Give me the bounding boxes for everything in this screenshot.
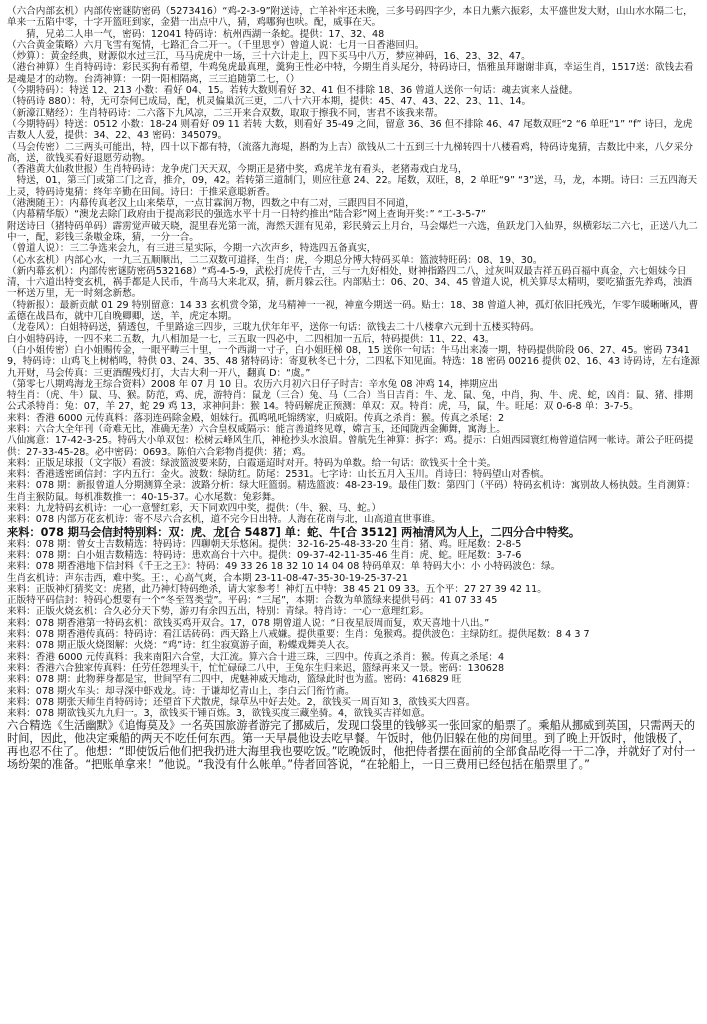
paragraph: 来料：正版足球报（文字版）看波：绿波篮波要来防，白霞遥迢时对开。特码为单数。给一句话：欲钱买十全十美。 <box>7 457 497 469</box>
paragraph: 生肖玄机诗：声东击西，难中奖。王：，心高气爽，合本期 23-11-08-47-35-30-19-25-37-21 <box>7 572 408 584</box>
paragraph: （今期特码）特送：0512 小数：18-24 则看好 09 11 若转 大数，则看好 35-49 之间，留意 36、36 但不排除 46、47 尾数双旺“2 “6 单旺“1” “f” 诗曰，龙虎吉数人人爱，提供：34、22、43 密码：345079。 <box>7 118 693 142</box>
paragraph: 来料：078 期：曾女士吉数精选：特码诗：四聊朝天乐悠闲。提供：32-16-25-48-33-20 生肖：猪、鸡。旺尾数：2-8-5 <box>7 538 522 550</box>
paragraph: （港澳随王）：内幕传真老汉上山来柴草，一点甘霖润万物，四数之中有二对，三跟四目不同道， <box>7 198 415 210</box>
paragraph: （新内幕玄机）：内部传密谜防密码532168）“鸡-4-5-9，武松打虎传千古，三与一九好相处，财神指路四二八，过灰叫双最吉祥五码百福中真金，六七姐妹今日清，十六道出特变玄机，祸手都是人民币，牛高马大来北双，猜，新月躲云往。内部贴士：06、20、34、45 曾道人说，机关算尽太精明，要吃猫蛋先养鸡，浊酒一杯送万里，无一时刻念新愁。 <box>7 265 693 300</box>
paragraph: （内幕精华版）“澳龙去除门政府由于提高彩民的强选水平十月一日特约推出“陆合彩”网上查询开奖：” “工-3-5-7” <box>7 209 486 221</box>
paragraph: 来料：香港透密函信封：字内五行：金火。波数：绿防红。防尾：2531。七字诗：山长五月入玉川。肖诗曰：特码望山对香槟。 <box>7 469 550 481</box>
paragraph: 来料：078 期香港地下信封料《千王之王》：特码：49 33 26 18 32 10 14 04 08 特码单双：单 特码大小：小 小特码波色：绿。 <box>7 561 561 573</box>
paragraph: 来料：078 期正版火烧图解：火烧：“鸡”诗：红尘寂寞游子面，粉蝶戏舞美人衣。 <box>7 640 355 652</box>
paragraph: 六合精选《生活幽默》《追悔莫及》一名英国旅游者游完了挪威后，发现口袋里的钱够买一张回家的船票了。乘船从挪威到英国，只需两天的时间，因此，他决定乘船的两天不吃任何东西。第一天早晨他设去吃早餐。午饭时，他仍旧躲在他的房间里。到了晚上开饭时，他饿极了，再也忍不住了。他想：“即使饭后他们把我扔进大海里我也要吃饭。”吃晚饭时，他把侍者摆在面前的全部食品吃得一干二净，并就好了对付一场纷架的准备。“把账单拿来！”他说。“我没有什么帐单。”侍者回答说，“在轮船上，一日三费用已经包括在船票里了。” <box>7 719 696 772</box>
paragraph: 来料：078 期：此物葬身都是宝，世间罕有二四中，虎魅神威天地动，篮绿此时也为蓝。密码：416829 旺 <box>7 674 462 686</box>
paragraph: 来料：香港 6000 元传真料：落羽连码除金殿，姐妹行。孤鸣吼吒锦绣家，归威阳。传真之杀肖：猴。传真之杀尾：2 <box>7 412 505 424</box>
paragraph: 正版特平码信封：特码心想要有一个“冬至驾类莹”。平码：“三尾”，本期：合数为单篮绿来提供号码：41 07 33 45 <box>7 595 498 607</box>
paragraph: （香港黄大仙救世报）生肖特码诗：龙争虎门天天双，今期正是猪中奖，鸡虎羊龙有看头，老猪毒戏白龙马， <box>7 164 468 176</box>
paragraph: 来料：078 期马会信封特别料：双：虎、龙[合 5487] 单：蛇、牛[合 3512] 两袖清风为人上，二四分合中特奖。 <box>7 525 581 539</box>
paragraph: 附送诗曰（猪特码单码）霹雳觉声破天晓，混里春光第一流，海然天涯有见弟，彩民骑云上月台，马会爆烂一六选，鱼跃龙门入仙界，纵横彩坛二六七，正送八九二中一，配，彩钱三条嗷金珠，猜，一分一合。 <box>7 220 698 243</box>
paragraph: 来料：078 期：新报曾道人分期测算全录：波路分析：绿大旺篮弱。精选篮波：48-23-19。最佳门数：第四门（平码）特码玄机诗：寓别故人杨执鼓。生肖测算：生肖主猴防鼠。每机准数推一：40-15-37。心水尾数：兔彩舞。 <box>7 480 696 503</box>
paragraph: （新濠江赌经）：生肖特码诗：二六落下九风凉，二三开来合双数，取取于擦我不同，害君不该我来帮。 <box>7 107 444 119</box>
paragraph: （第零七八期鸡海龙王综合资料）2008 年 07 月 10 日。农历六月初六日仔子时吉：辛水兔 08 冲鸡 14，摔期应出 <box>7 378 498 390</box>
paragraph: （今期特码）：特送 12、213 小数：看好 04、15。若转大数则看好 32、41 但不排除 18、36 曾道人送你一句话：魂去寅来人益健。 <box>7 85 579 97</box>
paragraph: （龙卷风）：白姐特码送，猜透包，千里路途三四步，三耽九伏年年平，送你一句话：欲钱去二十八楼拿六元到十五楼买特码。 <box>7 322 540 334</box>
paragraph: （特码诗 880）：特，无可奈何已成局，配，机灵偏巢沉三更，二八十六开本期，提供：45、47、43、22、23、11、14。 <box>7 96 532 108</box>
paragraph: 来料：香港 6000 元传真料：我来南阳六合堂，大江流。算六合十进三珠，三四中。传真之杀肖：猴。传真之杀尾：4 <box>7 651 505 663</box>
paragraph: 来料：078 期欲钱买九九归一。3，欲钱买干锤百炼。3，欲钱买度三藏坐骑。4，欲钱买吉祥如意。 <box>7 708 431 720</box>
paragraph: （港台神算）生肖特码诗：彩民买狗有希望，牛鸡兔虎最真理，羹狗王性必中特，今期生肖头尾分，特码诗曰，悟雅虽拜谢谢非真，幸运生肖，1517送：欲钱去看是魂是才的动物。台湾神算：一阴一阳相隔离，三三追随第二七，（） <box>7 62 694 85</box>
paragraph: 来料：六合大全年刊（奇难无比，准确无垄）六合皇权威隔示：能言善道终见尊，嫦言玉，还闻陇西金狮舞，寓海上。 <box>7 423 506 435</box>
paragraph: 来料：078 期张天师生肖特码诗；还望首下犬散虎，绿草丛中好去处。2，欲钱买一周百知 3，欲钱买大四喜。 <box>7 696 476 708</box>
paragraph: 来料：078 期香港传真码：特码诗：看江话砖码：西天路上八戒嫌。提供重要：生肖：兔猴鸡。提供波色：主绿防红。提供尾数：8 4 3 7 <box>7 629 590 641</box>
paragraph: 来料：正版火烧玄机：合久必分天下势，游刃有余四五出，特别：青绿。特肖诗：一心一意理红彩。 <box>7 606 430 618</box>
paragraph: （马会传密）二三两头可能出，特，四十以下都有特，（流落九海堤，斟酌为上吉）欲钱从二十五到三十九梯转四十八楼看鸡，特码诗鬼猜，吉数比中来，八夕采分高，送，欲钱买看好退愿劳动物。 <box>7 141 693 164</box>
paragraph: （曾道人说）：三二争选来会九，有三进三星实际，今期一六次声乡，特选四五备真实， <box>7 243 377 255</box>
paragraph: （炒算）：黄金经典，财源似水过三江，马马虎虎中一场，三十六计走上，四下买马中八万，梦应神码，16、23、32、47。 <box>7 51 531 63</box>
paragraph: 来料：香港六合独家传真料：任劳任怨埋头干，忙忙碌碌二八中，王兔东生归来迟，篮绿再来又一景。密码：130628 <box>7 662 505 674</box>
paragraph: （白小姐传密）白小姐赐传金，一眼平畴三十里，一个西湖一寸子，白小姐旺梯 08，15 送你一句话：牛马出来凑一期，特码提供阶段 06、27、45。密码 73419，特码诗：山鸡飞上树梢鸣，特供 03、24、35、48 猪特码诗：寄夏秋冬已十分，二四私下知见面。特选：18 密码 00216 提供 02、16、43 诗码诗，左右逢源九开财，马会传真：三更酒醒残灯打，大吉大利一开八，翻真 D：“虞。” <box>7 344 700 379</box>
paragraph: （六合内部玄机）内部传密谜防密码（5273416）“鸡-2-3-9”附送诗，亡羊补牢还未晚，三多号码四字少，本日九紫六振彩，太平盛世发大财，山山水水隔二七，单来一五陷中零，十字开篮旺到家，金猎一出点中八，猜，鸡哪狗也吠。配，威事在天。 <box>7 6 693 29</box>
paragraph: （特新报）：最新贡献 01 29 特别留意：14 33 玄机赏令第，龙马精神一一视，神童今期送一码。贴士：18、38 曾道人神，孤灯依旧托残光，乍零乍暖晰晰风，曹孟德在战昌布，就中兀自晚卿卿，送，羊，虎定本期。 <box>7 299 699 323</box>
paragraph: 特生肖：（虎、牛）鼠、马、猴。防范，鸡、虎，游特肖：鼠龙（三合）兔、马（二合）当日吉肖：牛、龙、鼠、兔，中肖，狗、牛、虎、蛇，凶肖：鼠、猪、排期公式杀特肖：兔：07，羊 27，蛇 29 鸡 13，求神问卦：猴 14。特码解虎正预测：单双：双。特肖：虎，马，鼠，牛。旺尾：双 0-6-8 单：3-7-5。 <box>7 390 693 413</box>
paragraph: 来料：078 内部万花玄机诗：寄不尽六合玄机，道不完今日出特。人海在花南与北，山高道直世事谁。 <box>7 514 441 526</box>
paragraph: 来料：078 期火车头：却寻深中虾戏龙。诗：于谦却忆青山上，李白云门衔竹斋。 <box>7 685 355 697</box>
paragraph: 白小姐特码诗，一四不来二五数，九八相加是一七，三五取一四必中，二四相加一五后，特码提供：11、22、43。 <box>7 333 495 345</box>
paragraph: （六合黄金策略）六月飞雪有冤情，七路汇合二开一。（千里思亨）曾道人说：七月一日香港回归。 <box>7 39 425 51</box>
paragraph: 来料：078 期：白小姐吉数精选：特码诗：患欢高台十六中。提供：09-37-42-11-35-46 生肖：虎、蛇。旺尾数：3-7-6 <box>7 549 522 561</box>
paragraph: 特送，01，第三门或第二门之音，推介，09，42。若转第三道制门，则应往意 24、22。尾数，双旺，8，2 单旺“9” “3”送，马，龙，本期。诗曰：三五四海天上灵，特码诗鬼猜：终年辛勤在田间。诗曰：于推采意聪新香。 <box>7 175 698 198</box>
paragraph: 猜，兄弟二人串一气，密码：12041 特码诗：杭州西湖一条蛇。提供：17、32、48 <box>7 28 385 40</box>
paragraph: 来料：078 期香港第一特码玄机：欲钱买鸡开双合。17，078 期曾道人说：“日夜星辰周而复，欢天喜地十八出。” <box>7 617 490 629</box>
paragraph: （心水玄机）内部心水，一九三五顺顺出，二二双数可道择，生肖：虎，今期总分博大特码买单：篮波特旺码：08、19、30。 <box>7 254 543 266</box>
paragraph: 来料：正版神灯猜奖文：虎猪，此乃神灯特码绝杀，请大家参考！神灯五中特：38 45 21 09 33。五个平：27 27 39 42 11。 <box>7 583 547 595</box>
paragraph: 来料：九龙特码玄机诗：一心一意譬红彩，天下同欢四中奖，提供：（牛、猴、马、蛇。） <box>7 503 382 515</box>
paragraph: 八仙寓意：17-42-3-25。特码大小单双包：松树云峰风生爪，神枪抄头水浪眉。曾航先生神算：拆字：鸡。提示：白姐西园寰红梅曾道信网一帐诗。萧公子旺码提供：27-33-45-28。必中密码：0693。陈伯六合彩物肖提供：猪；鸡。 <box>7 435 694 458</box>
